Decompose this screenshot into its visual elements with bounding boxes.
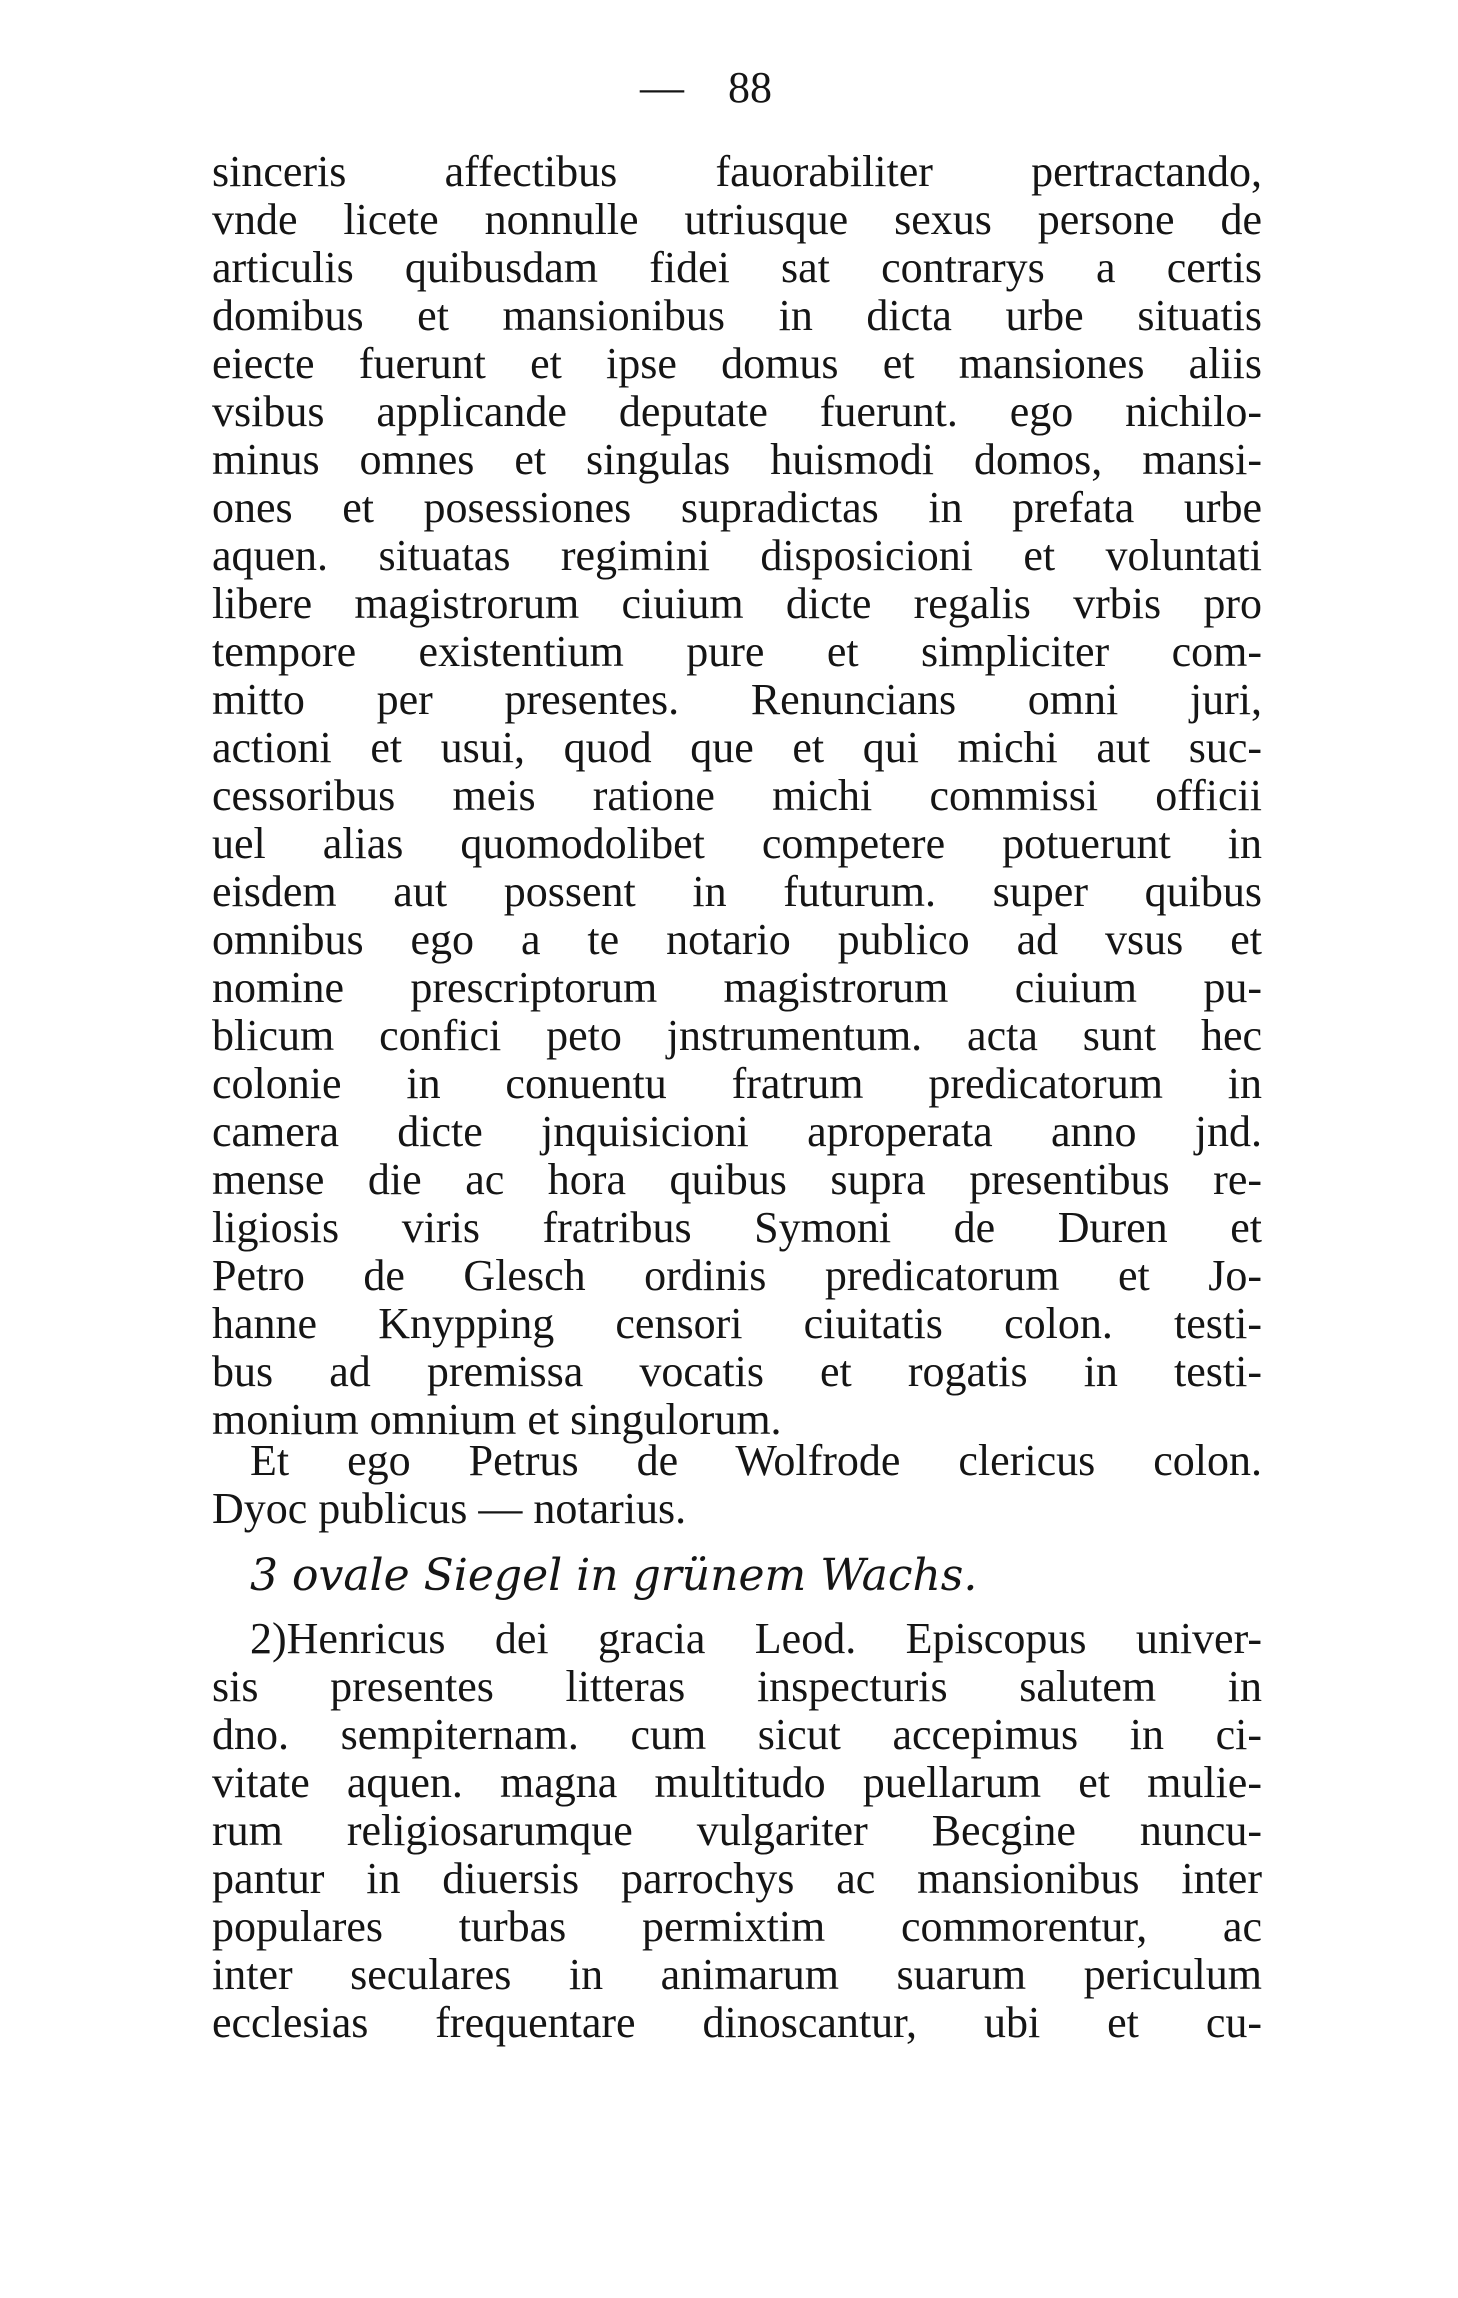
- header-dash: —: [640, 63, 684, 112]
- text-line: actioni et usui, quod que et qui michi aut suc-: [212, 724, 1262, 772]
- text-line: mitto per presentes. Renuncians omni juri,: [212, 676, 1262, 724]
- charter-text-paragraph: [212, 148, 1262, 1444]
- text-line: sinceris affectibus fauorabiliter pertractando,: [212, 148, 1262, 196]
- text-line: Petro de Glesch ordinis predicatorum et Jo-: [212, 1252, 1262, 1300]
- seal-note: [212, 1552, 1262, 1600]
- text-line: tempore existentium pure et simpliciter com-: [212, 628, 1262, 676]
- second-charter-paragraph: [212, 1615, 1262, 2047]
- text-line: populares turbas permixtim commorentur, ac: [212, 1903, 1262, 1951]
- text-line: dno. sempiternam. cum sicut accepimus in ci-: [212, 1711, 1262, 1759]
- page-header: [0, 58, 1458, 118]
- text-line: Et ego Petrus de Wolfrode clericus colon.: [250, 1437, 1262, 1485]
- text-line: articulis quibusdam fidei sat contrarys a certis: [212, 244, 1262, 292]
- text-line: pantur in diuersis parrochys ac mansionibus inter: [212, 1855, 1262, 1903]
- text-line: uel alias quomodolibet competere potuerunt in: [212, 820, 1262, 868]
- text-line: bus ad premissa vocatis et rogatis in testi-: [212, 1348, 1262, 1396]
- text-line: vsibus applicande deputate fuerunt. ego nichilo-: [212, 388, 1262, 436]
- text-line: mense die ac hora quibus supra presentibus re-: [212, 1156, 1262, 1204]
- text-line: 2)Henricus dei gracia Leod. Episcopus univer-: [250, 1615, 1262, 1663]
- text-line: monium omnium et singulorum.: [212, 1396, 782, 1444]
- text-line: blicum confici peto jnstrumentum. acta sunt hec: [212, 1012, 1262, 1060]
- text-line: sis presentes litteras inspecturis salutem in: [212, 1663, 1262, 1711]
- text-line: omnibus ego a te notario publico ad vsus et: [212, 916, 1262, 964]
- text-line: Dyoc publicus — notarius.: [212, 1485, 687, 1533]
- text-line: inter seculares in animarum suarum periculum: [212, 1951, 1262, 1999]
- notary-signature-paragraph: [212, 1437, 1262, 1533]
- seal-note-text: 3 ovale Siegel in grünem Wachs.: [250, 1552, 978, 1600]
- text-line: cessoribus meis ratione michi commissi officii: [212, 772, 1262, 820]
- text-line: ecclesias frequentare dinoscantur, ubi et cu-: [212, 1999, 1262, 2047]
- page-number: 88: [728, 63, 772, 112]
- text-line: rum religiosarumque vulgariter Becgine nuncu-: [212, 1807, 1262, 1855]
- text-line: libere magistrorum ciuium dicte regalis vrbis pro: [212, 580, 1262, 628]
- text-line: camera dicte jnquisicioni aproperata anno jnd.: [212, 1108, 1262, 1156]
- text-line: nomine prescriptorum magistrorum ciuium pu-: [212, 964, 1262, 1012]
- text-line: eisdem aut possent in futurum. super quibus: [212, 868, 1262, 916]
- text-line: domibus et mansionibus in dicta urbe situatis: [212, 292, 1262, 340]
- text-line: eiecte fuerunt et ipse domus et mansiones aliis: [212, 340, 1262, 388]
- text-line: ones et posessiones supradictas in prefata urbe: [212, 484, 1262, 532]
- text-line: minus omnes et singulas huismodi domos, mansi-: [212, 436, 1262, 484]
- text-line: aquen. situatas regimini disposicioni et voluntati: [212, 532, 1262, 580]
- text-line: hanne Knypping censori ciuitatis colon. testi-: [212, 1300, 1262, 1348]
- text-line: colonie in conuentu fratrum predicatorum in: [212, 1060, 1262, 1108]
- text-line: ligiosis viris fratribus Symoni de Duren et: [212, 1204, 1262, 1252]
- text-line: vitate aquen. magna multitudo puellarum et mulie-: [212, 1759, 1262, 1807]
- text-line: vnde licete nonnulle utriusque sexus persone de: [212, 196, 1262, 244]
